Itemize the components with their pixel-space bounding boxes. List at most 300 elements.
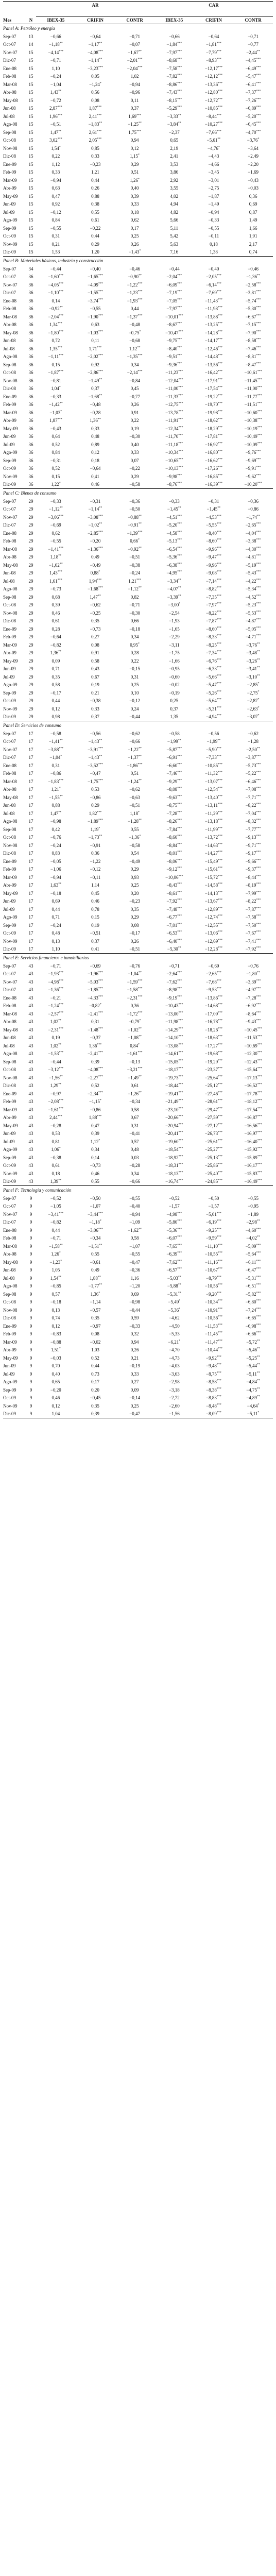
cell-ar-contr: 0,57	[130, 1139, 139, 1144]
significance-stars: ***	[137, 314, 143, 317]
cell-ar-crifin: 0,88*	[90, 570, 100, 576]
significance-stars: ***	[217, 1339, 222, 1343]
cell-car-ibex: −1,75	[168, 650, 180, 656]
table-row	[3, 313, 273, 321]
table-row	[3, 57, 273, 65]
cell-ar-crifin: 1,03	[91, 1347, 99, 1353]
cell-n: 15	[28, 217, 33, 223]
cell-ar-crifin: 2,05***	[89, 138, 102, 143]
cell-ar-ibex: 0,44	[51, 1227, 60, 1233]
cell-ar-crifin: −1,75***	[88, 778, 103, 784]
cell-car-crifin: −5,61**	[206, 138, 221, 143]
cell-n: 43	[28, 1115, 33, 1121]
cell-car-contr: −4,02**	[246, 1235, 261, 1241]
cell-car-ibex: −0,52	[168, 1195, 180, 1201]
table-row	[3, 425, 273, 433]
significance-stars: ***	[256, 322, 261, 326]
cell-car-crifin: −4,66	[208, 161, 219, 167]
significance-stars: ***	[98, 298, 103, 301]
significance-stars: ***	[216, 562, 221, 566]
cell-ar-crifin: 0,36	[91, 851, 99, 856]
cell-ar-crifin: −0,49	[90, 562, 101, 568]
cell-n: 17	[28, 906, 33, 912]
significance-stars: *	[98, 570, 100, 574]
significance-stars: ***	[218, 1099, 223, 1103]
cell-car-contr: −0,86	[248, 506, 259, 512]
table-row	[3, 1338, 273, 1346]
cell-mes: Dic-08	[3, 1083, 16, 1089]
significance-stars: **	[59, 402, 63, 405]
cell-car-ibex: −5,87***	[166, 747, 182, 752]
significance-stars: ***	[256, 930, 261, 934]
table-row	[3, 641, 273, 649]
significance-stars: ***	[218, 1315, 223, 1319]
cell-mes: Dic-09	[3, 946, 16, 952]
cell-car-crifin: −8,58***	[206, 1379, 221, 1385]
cell-n: 36	[28, 362, 33, 367]
cell-car-ibex: −7,65***	[166, 1243, 182, 1249]
cell-n: 17	[28, 755, 33, 760]
cell-n: 15	[28, 170, 33, 175]
significance-stars: ***	[98, 1211, 103, 1215]
cell-ar-ibex: 1,18**	[50, 554, 62, 560]
cell-car-crifin: −8,09***	[194, 1410, 234, 1418]
cell-mes: Jul-08	[3, 113, 15, 119]
cell-car-contr: −4,71***	[245, 634, 261, 640]
cell-mes: Dic-09	[3, 714, 16, 720]
column-header-car-contr: CONTR	[233, 16, 273, 24]
significance-stars: ***	[97, 1043, 102, 1046]
table-row	[3, 232, 273, 241]
cell-ar-crifin: −0,28	[90, 410, 101, 415]
cell-mes: Ene-09	[3, 626, 16, 632]
cell-car-crifin: −17,54***	[204, 386, 223, 392]
table-row	[3, 818, 273, 826]
cell-mes: Ene-09	[3, 858, 16, 864]
cell-ar-ibex: 0,98	[51, 714, 60, 720]
cell-car-crifin: −17,81***	[204, 434, 223, 439]
cell-car-crifin: −0,33	[208, 217, 219, 223]
group-underline-ar	[36, 9, 154, 16]
cell-ar-ibex: 1,47**	[50, 129, 62, 135]
significance-stars: ***	[177, 274, 182, 278]
cell-mes: Mar-09	[3, 642, 17, 648]
cell-car-crifin: −11,29***	[204, 810, 222, 816]
significance-stars: *	[98, 826, 100, 830]
significance-stars: *	[139, 835, 141, 838]
cell-car-ibex: −16,74***	[165, 1179, 183, 1184]
cell-car-ibex: −1,56	[154, 1410, 194, 1418]
cell-car-ibex: −7,92***	[166, 899, 182, 904]
significance-stars: *	[138, 810, 140, 814]
cell-ar-contr: −1,20	[129, 1283, 141, 1289]
significance-stars: ***	[177, 74, 182, 77]
cell-car-contr: −17,13***	[244, 1075, 262, 1080]
cell-ar-crifin: 0,41	[91, 946, 99, 952]
cell-car-ibex: 2,19	[170, 145, 179, 151]
significance-stars: ***	[256, 113, 261, 117]
cell-ar-contr: 0,94	[130, 1339, 139, 1345]
significance-stars: ***	[59, 1011, 64, 1014]
cell-ar-contr: −0,41	[129, 1131, 141, 1137]
significance-stars: ***	[98, 65, 103, 69]
significance-stars: **	[59, 739, 63, 742]
table-row	[3, 200, 273, 209]
cell-mes: May-08	[3, 330, 18, 335]
significance-stars: ***	[98, 370, 103, 374]
significance-stars: ***	[218, 330, 223, 333]
cell-ar-ibex: −1,06	[50, 867, 61, 872]
significance-stars: ***	[218, 394, 223, 397]
cell-mes: Jun-08	[3, 570, 16, 576]
significance-stars: ***	[256, 1275, 261, 1279]
cell-ar-ibex: −1,58**	[48, 1243, 63, 1249]
significance-stars: *	[138, 642, 140, 646]
table-row	[3, 665, 273, 673]
cell-ar-ibex: 0,64	[51, 434, 60, 439]
cell-mes: Oct-09	[3, 233, 16, 239]
significance-stars: ***	[97, 138, 102, 141]
cell-ar-ibex: 0,22	[51, 154, 60, 159]
cell-car-crifin: −9,08***	[206, 570, 221, 576]
abnormal-returns-table	[3, 1, 273, 1418]
significance-stars: ***	[177, 819, 182, 822]
significance-stars: ***	[216, 1291, 221, 1295]
cell-mes: Feb-08	[3, 306, 16, 312]
panel-title: Panel B: Materiales básicos, industria y construcción	[3, 257, 273, 265]
cell-ar-contr: 0,82	[130, 594, 139, 600]
cell-mes: Nov-08	[3, 610, 18, 616]
table-row	[3, 1162, 273, 1170]
cell-car-contr: −10,45***	[244, 1027, 262, 1032]
significance-stars: ***	[177, 890, 182, 894]
table-row	[3, 882, 273, 890]
cell-ar-contr: 0,29	[130, 914, 139, 920]
cell-ar-crifin: 0,14	[91, 1155, 99, 1160]
cell-n: 17	[28, 842, 33, 848]
cell-mes: Abr-08	[3, 1019, 16, 1025]
significance-stars: ***	[137, 282, 143, 285]
significance-stars: ***	[218, 899, 223, 902]
cell-n: 15	[28, 58, 33, 63]
significance-stars: ***	[256, 618, 261, 622]
cell-car-ibex: −1,65	[168, 626, 180, 632]
cell-ar-ibex: −0,85	[50, 1283, 61, 1289]
cell-car-contr: −2,87*	[247, 698, 260, 704]
significance-stars: ***	[256, 346, 261, 349]
cell-mes: Jul-09	[3, 209, 15, 215]
significance-stars: ***	[137, 354, 143, 358]
cell-ar-ibex: 0,18	[51, 1171, 60, 1176]
cell-car-ibex: −18,17***	[165, 1067, 183, 1073]
significance-stars: ***	[256, 634, 261, 638]
cell-car-crifin: −8,44***	[206, 113, 221, 119]
cell-n: 17	[28, 899, 33, 904]
cell-car-crifin: −5,64***	[206, 698, 221, 704]
cell-n: 29	[28, 682, 33, 688]
cell-ar-contr: −0,55	[129, 1195, 141, 1201]
significance-stars: ***	[218, 787, 223, 790]
cell-ar-contr: 0,12	[130, 145, 139, 151]
cell-ar-ibex: 0,39	[51, 602, 60, 608]
significance-stars: **	[59, 1075, 63, 1078]
table-row	[3, 377, 273, 385]
significance-stars: ***	[217, 803, 222, 806]
cell-ar-ibex: 0,68	[51, 594, 60, 600]
significance-stars: *	[59, 1147, 61, 1150]
cell-car-contr: −16,40***	[244, 1139, 262, 1144]
cell-car-contr: −4,22***	[245, 578, 261, 584]
cell-n: 15	[28, 65, 33, 71]
cell-ar-crifin: 0,48	[91, 434, 99, 439]
cell-ar-crifin: −2,02***	[88, 354, 103, 360]
table-row	[3, 305, 273, 313]
significance-stars: ***	[256, 473, 261, 477]
cell-ar-ibex: 1,43***	[49, 570, 62, 576]
significance-stars: *	[59, 1251, 61, 1255]
cell-car-ibex: −10,01***	[165, 314, 183, 319]
cell-car-crifin: −10,27***	[204, 122, 223, 127]
significance-stars: ***	[256, 562, 261, 566]
significance-stars: ***	[257, 402, 262, 405]
cell-n: 9	[29, 1299, 32, 1305]
cell-ar-contr: 0,69	[130, 1291, 139, 1297]
cell-car-ibex: 2,92	[170, 177, 179, 183]
cell-car-crifin: −25,61***	[204, 1139, 223, 1144]
significance-stars: *	[139, 330, 141, 333]
cell-n: 15	[28, 129, 33, 135]
significance-stars: *	[59, 386, 61, 389]
significance-stars: **	[99, 522, 102, 526]
cell-ar-contr: 0,19	[130, 426, 139, 431]
significance-stars: ***	[256, 1259, 261, 1263]
significance-stars: ***	[256, 626, 261, 630]
cell-n: 29	[28, 690, 33, 696]
cell-ar-crifin: 0,47	[91, 1123, 99, 1128]
cell-car-crifin: −16,78***	[204, 1019, 223, 1025]
cell-mes: Jul-09	[3, 906, 15, 912]
column-header-ar-crifin: CRIFIN	[76, 16, 115, 24]
table-row	[3, 128, 273, 137]
cell-ar-contr: −0,12	[129, 698, 141, 704]
significance-stars: ***	[218, 354, 223, 358]
table-row	[3, 970, 273, 978]
cell-ar-contr: 0,34	[130, 1171, 139, 1176]
cell-ar-crifin: −1,14**	[88, 506, 102, 512]
cell-ar-contr: 0,32	[130, 1331, 139, 1337]
significance-stars: ***	[177, 971, 182, 975]
significance-stars: ***	[218, 906, 223, 910]
cell-mes: Feb-08	[3, 74, 16, 79]
significance-stars: ***	[218, 1123, 223, 1126]
cell-car-contr: −3,10**	[246, 674, 261, 680]
significance-stars: ***	[178, 457, 183, 461]
cell-ar-contr: −0,55	[129, 1251, 141, 1257]
cell-car-crifin: −14,27***	[204, 851, 223, 856]
cell-ar-ibex: 0,72	[51, 338, 60, 344]
cell-mes: May-09	[3, 426, 18, 431]
cell-mes: Sep-08	[3, 594, 16, 600]
table-row	[3, 1290, 273, 1298]
cell-ar-crifin: −4,08***	[88, 1067, 103, 1073]
significance-stars: **	[257, 658, 261, 662]
cell-car-contr: −5,31***	[245, 1275, 261, 1281]
cell-car-crifin: −16,92***	[204, 442, 223, 447]
significance-stars: ***	[256, 1299, 261, 1303]
significance-stars: **	[257, 1387, 261, 1391]
cell-ar-crifin: −1,85***	[88, 987, 103, 993]
cell-n: 17	[28, 883, 33, 888]
significance-stars: ***	[178, 1147, 183, 1150]
cell-n: 43	[28, 1091, 33, 1096]
cell-car-crifin: −9,92***	[206, 1355, 221, 1361]
cell-car-contr: −7,24***	[245, 1307, 261, 1313]
cell-ar-contr: −2,14***	[127, 370, 143, 376]
cell-ar-crifin: 0,29	[91, 241, 99, 247]
cell-ar-ibex: −0,58	[50, 731, 61, 736]
cell-mes: Jul-09	[3, 1371, 15, 1377]
significance-stars: ***	[177, 979, 182, 982]
cell-car-ibex: −19,73***	[165, 1075, 183, 1080]
cell-ar-contr: −0,76	[129, 963, 141, 969]
table-row	[3, 905, 273, 913]
significance-stars: ***	[218, 1267, 223, 1271]
significance-stars: ***	[57, 570, 62, 574]
cell-ar-ibex: −0,18	[50, 890, 61, 896]
cell-car-contr: −1,80**	[246, 971, 261, 977]
cell-n: 17	[28, 938, 33, 944]
cell-n: 29	[28, 626, 33, 632]
cell-ar-ibex: 0,33	[51, 170, 60, 175]
significance-stars: ***	[256, 330, 261, 333]
cell-ar-contr: −0,62	[129, 731, 141, 736]
cell-car-contr: −15,89***	[244, 1155, 262, 1160]
cell-n: 15	[28, 201, 33, 207]
cell-ar-contr: 0,37	[130, 106, 139, 111]
cell-mes: Nov-09	[3, 1403, 18, 1409]
cell-car-contr: −2,98**	[246, 1219, 261, 1225]
cell-mes: Abr-08	[3, 322, 16, 328]
cell-n: 43	[28, 1163, 33, 1168]
cell-ar-ibex: −0,52	[50, 1195, 61, 1201]
cell-ar-contr: −1,12**	[128, 586, 142, 592]
cell-car-crifin: −6,76***	[206, 658, 221, 664]
significance-stars: **	[257, 747, 261, 750]
cell-car-contr: −6,89***	[245, 106, 261, 111]
significance-stars: ***	[256, 826, 261, 830]
significance-stars: ***	[137, 987, 143, 991]
cell-car-ibex: −7,01***	[166, 922, 182, 928]
cell-car-contr: −4,52***	[245, 594, 261, 600]
significance-stars: ***	[256, 810, 261, 814]
cell-car-crifin: −7,68***	[206, 979, 221, 985]
table-row	[3, 1122, 273, 1130]
cell-car-ibex: −1,99**	[167, 739, 181, 744]
significance-stars: ***	[218, 819, 223, 822]
cell-ar-contr: −1,02**	[128, 1027, 142, 1032]
cell-car-ibex: −7,97***	[166, 49, 182, 55]
cell-ar-ibex: −1,42**	[48, 402, 63, 408]
cell-car-contr: −8,44***	[245, 874, 261, 880]
cell-ar-crifin: 0,52	[91, 1355, 99, 1361]
significance-stars: **	[99, 739, 102, 742]
cell-ar-contr: −1,07	[129, 1243, 141, 1249]
significance-stars: ***	[177, 906, 182, 910]
cell-n: 36	[28, 378, 33, 383]
cell-car-crifin: −8,93***	[206, 58, 221, 63]
cell-car-ibex: 3,53	[170, 161, 179, 167]
cell-ar-crifin: −3,23***	[88, 65, 103, 71]
cell-car-crifin: −16,80***	[204, 450, 223, 455]
significance-stars: ***	[57, 346, 62, 349]
significance-stars: ***	[177, 49, 182, 53]
cell-ar-contr: −0,18	[129, 626, 141, 632]
cell-car-contr: −9,76***	[245, 450, 261, 455]
cell-ar-crifin: −1,14	[90, 1299, 101, 1305]
cell-mes: May-08	[3, 562, 18, 568]
significance-stars: ***	[257, 370, 262, 374]
significance-stars: **	[99, 42, 102, 45]
cell-car-contr: −1,69	[248, 170, 259, 175]
cell-mes: Oct-07	[3, 274, 16, 280]
cell-car-contr: −3,76*	[247, 138, 260, 143]
table-row	[3, 1386, 273, 1394]
cell-ar-contr: −0,17	[129, 930, 141, 936]
significance-stars: ***	[257, 1051, 262, 1055]
cell-ar-ibex: −0,72	[50, 97, 61, 103]
significance-stars: **	[58, 1179, 62, 1182]
significance-stars: ***	[59, 979, 64, 982]
table-row	[3, 649, 273, 657]
cell-ar-crifin: −0,62	[90, 602, 101, 608]
cell-car-ibex: 0,65	[170, 138, 179, 143]
cell-car-crifin: −29,47***	[204, 1107, 223, 1112]
significance-stars: ***	[98, 1051, 103, 1055]
cell-car-contr: −7,41***	[245, 938, 261, 944]
significance-stars: **	[139, 1035, 142, 1039]
cell-mes: Nov-07	[3, 49, 18, 55]
cell-car-crifin: −11,45***	[204, 1331, 222, 1337]
significance-stars: ***	[256, 858, 261, 862]
significance-stars: *	[99, 1099, 101, 1103]
significance-stars: ***	[256, 122, 261, 125]
significance-stars: *	[59, 1347, 61, 1351]
cell-car-contr: −16,49***	[244, 1179, 262, 1184]
table-row	[3, 184, 273, 193]
cell-ar-crifin: 0,56	[91, 90, 99, 95]
significance-stars: ***	[216, 1211, 221, 1215]
significance-stars: ***	[137, 530, 143, 534]
cell-mes: Sep-08	[3, 1059, 16, 1064]
significance-stars: ***	[98, 1011, 103, 1014]
cell-car-contr: −7,87***	[245, 906, 261, 912]
cell-mes: Abr-08	[3, 90, 16, 95]
cell-car-contr: −10,61***	[244, 370, 262, 376]
significance-stars: *	[179, 1307, 181, 1311]
cell-ar-ibex: 0,84	[51, 450, 60, 455]
cell-car-crifin: 0,18	[210, 241, 218, 247]
cell-ar-contr: 0,48	[130, 1147, 139, 1153]
cell-ar-contr: 0,54	[130, 851, 139, 856]
cell-car-contr: −0,62	[248, 731, 259, 736]
cell-car-ibex: −6,60***	[166, 762, 182, 768]
cell-car-ibex: −11,91***	[165, 418, 183, 423]
cell-mes: Jul-09	[3, 1139, 15, 1144]
significance-stars: ***	[177, 570, 182, 574]
significance-stars: ***	[59, 1099, 64, 1103]
cell-ar-ibex: −0,33	[50, 394, 61, 399]
significance-stars: ***	[217, 810, 222, 814]
